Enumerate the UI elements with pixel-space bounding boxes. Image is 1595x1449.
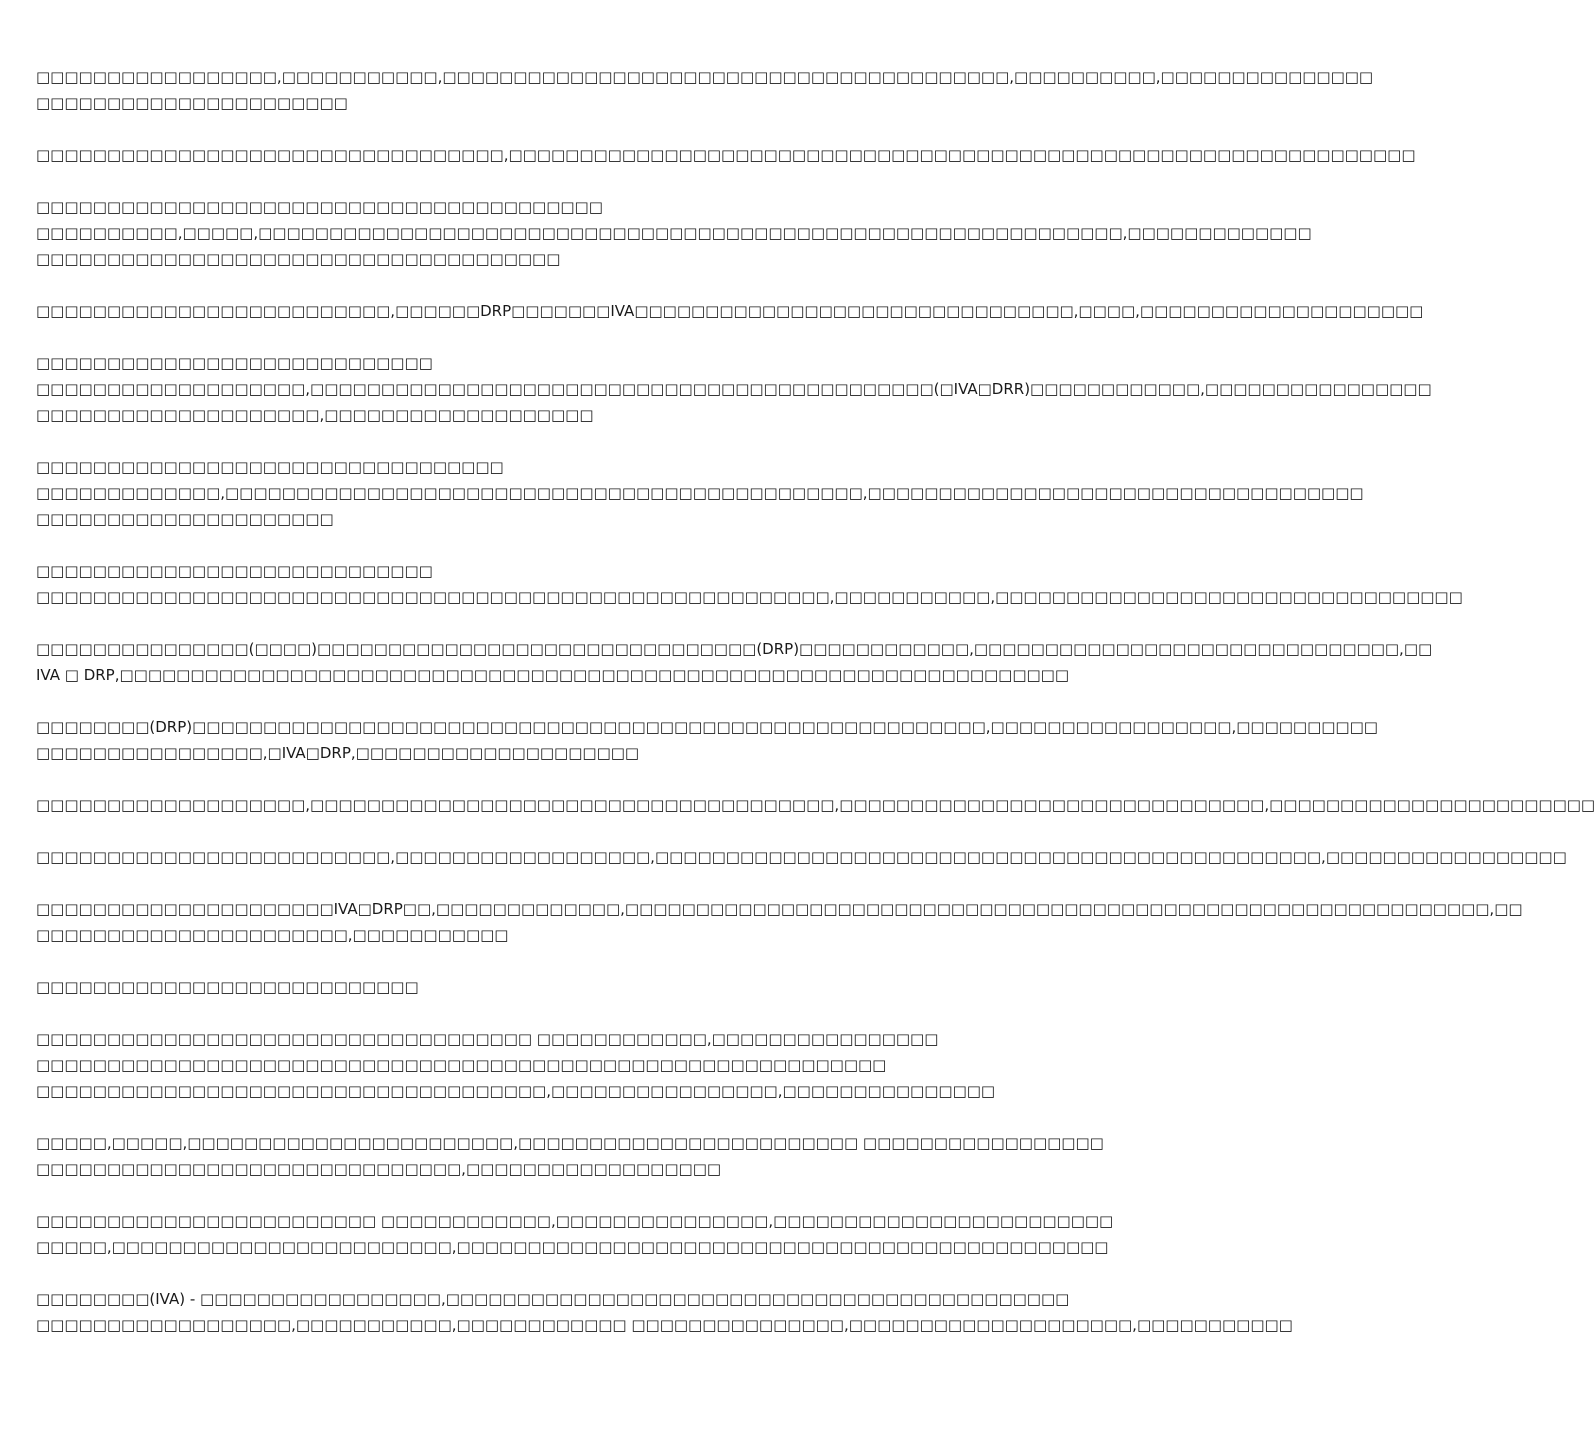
text-line: IVA □ DRP,□□□□□□□□□□□□□□□□□□□□□□□□□□□□□□□□□□□□□□□□□□□□□□□□□□□□□□□□□□□□□□□□□□□ bbox=[36, 666, 1070, 684]
text-line: □□□□□□□□□□□□□□□(□□□□)□□□□□□□□□□□□□□□□□□□□□□□□□□□□□□□(DRP)□□□□□□□□□□□□,□□□□□□□□□□□□□□□□□□□□□□□□□□□□□□,□□ bbox=[36, 640, 1433, 658]
paragraph bbox=[36, 636, 1433, 688]
text-line: □□□□□□□□□□,□□□□□,□□□□□□□□□□□□□□□□□□□□□□□□□□□□□□□□□□□□□□□□□□□□□□□□□□□□□□□□□□□□□,□□□□□□□□□□□□□ bbox=[36, 224, 1312, 242]
text-line: □□□□□□□□□□□□□□□□□□□□□ bbox=[36, 510, 334, 528]
text-line: □□□□□□□□(IVA) - □□□□□□□□□□□□□□□□□,□□□□□□□□□□□□□□□□□□□□□□□□□□□□□□□□□□□□□□□□□□□□ bbox=[36, 1290, 1070, 1308]
text-line: □□□□□□□□□□□□□□□□□,□□□□□□□□□□□,□□□□□□□□□□□□□□□□□□□□□□□□□□□□□□□□□□□□□□□□,□□□□□□□□□□,□□□□□□□□□□□□□□□ bbox=[36, 68, 1374, 86]
paragraph bbox=[36, 896, 1523, 948]
paragraph bbox=[36, 792, 1595, 818]
paragraph bbox=[36, 454, 1364, 532]
text-line: □□□□□□□□□□□□□□□□□□□□□□□□□□□□ bbox=[36, 354, 433, 372]
paragraph bbox=[36, 194, 1312, 272]
paragraph bbox=[36, 714, 1378, 766]
text-line: □□□□□□□□□□□□□□□□□□□□□□ bbox=[36, 94, 348, 112]
paragraph bbox=[36, 558, 1463, 610]
text-line: □□□□□□□□□□□□□□□□□□□□□□□□ □□□□□□□□□□□□,□□□□□□□□□□□□□□□,□□□□□□□□□□□□□□□□□□□□□□□□ bbox=[36, 1212, 1114, 1230]
paragraph bbox=[36, 1026, 996, 1104]
text-line: □□□□□,□□□□□,□□□□□□□□□□□□□□□□□□□□□□□,□□□□□□□□□□□□□□□□□□□□□□□□ □□□□□□□□□□□□□□□□□ bbox=[36, 1134, 1104, 1152]
text-line: □□□□□□□□□□□□□□□□□□□□□□□□□□□□□□□□□□□□□□□□ bbox=[36, 198, 603, 216]
text-line: □□□□□□□□□□□□□□□□□□□□□□□□□□□□□□□□□□□□□ bbox=[36, 250, 561, 268]
text-line: □□□□□□□□□□□□□,□□□□□□□□□□□□□□□□□□□□□□□□□□□□□□□□□□□□□□□□□□□□□,□□□□□□□□□□□□□□□□□□□□□□□□□□□□□□□□□□□ bbox=[36, 484, 1364, 502]
paragraph bbox=[36, 1130, 1104, 1182]
text-line: □□□□□□□□□□□□□□□□□□□□□□□□□□□□□□□□□□□□□□□□□□□□□□□□□□□□□□□□□□□□ bbox=[36, 1056, 887, 1074]
paragraph bbox=[36, 844, 1567, 870]
text-line: □□□□□□□□□□□□□□□□□□□□□□□□□,□□□□□□DRP□□□□□□□IVA□□□□□□□□□□□□□□□□□□□□□□□□□□□□□□□,□□□□,□□□□□□□□□□□□□□□□□□□□ bbox=[36, 302, 1424, 320]
text-line: □□□□□□□□□□□□□□□□□□□□□□□□□□□ bbox=[36, 978, 419, 996]
paragraph bbox=[36, 64, 1374, 116]
text-line: □□□□□□□□□□□□□□□□□□□□□□□□□□□□□□□□□□□ □□□□□□□□□□□□,□□□□□□□□□□□□□□□□ bbox=[36, 1030, 939, 1048]
text-line: □□□□□□□□□□□□□□□□□□□□□□□□□□□□□□□□□□□□,□□□□□□□□□□□□□□□□,□□□□□□□□□□□□□□□ bbox=[36, 1082, 996, 1100]
text-line: □□□□□□□□□□□□□□□□□□□□□□□□□□□□□□,□□□□□□□□□□□□□□□□□□ bbox=[36, 1160, 722, 1178]
paragraph bbox=[36, 142, 1416, 168]
text-line: □□□□□□□□□□□□□□□□□□□,□□□□□□□□□□□□□□□□□□□□□□□□□□□□□□□□□□□□□□□□□□□□(□IVA□DRR)□□□□□□□□□□□□,□□□□□□□□□□□□□□□□ bbox=[36, 380, 1432, 398]
paragraph bbox=[36, 1208, 1114, 1260]
text-line: □□□□□□□□□□□□□□□□□□□□□IVA□DRP□□,□□□□□□□□□□□□□,□□□□□□□□□□□□□□□□□□□□□□□□□□□□□□□□□□□□□□□□□□□□□□□□□□□□□□□□□□□□□,□□ bbox=[36, 900, 1523, 918]
text-line: □□□□□□□□(DRP)□□□□□□□□□□□□□□□□□□□□□□□□□□□□□□□□□□□□□□□□□□□□□□□□□□□□□□□□,□□□□□□□□□□□□□□□□□,□□□□□□□□□□ bbox=[36, 718, 1378, 736]
paragraph bbox=[36, 350, 1432, 428]
text-line: □□□□□□□□□□□□□□□□□□□□□□□□□,□□□□□□□□□□□□□□□□□□,□□□□□□□□□□□□□□□□□□□□□□□□□□□□□□□□□□□□□□□□□□□□□□□,□□□□□□□□□□□□□□□□□ bbox=[36, 848, 1567, 866]
document-body bbox=[36, 64, 1595, 1364]
text-line: □□□□□□□□□□□□□□□□□□□□□□,□□□□□□□□□□□ bbox=[36, 926, 509, 944]
paragraph bbox=[36, 298, 1424, 324]
text-line: □□□□□,□□□□□□□□□□□□□□□□□□□□□□□□,□□□□□□□□□□□□□□□□□□□□□□□□□□□□□□□□□□□□□□□□□□□□□□ bbox=[36, 1238, 1109, 1256]
text-line: □□□□□□□□□□□□□□□□□□□,□□□□□□□□□□□□□□□□□□□□□□□□□□□□□□□□□□□□□,□□□□□□□□□□□□□□□□□□□□□□□□□□□□□□,□□□□□□□□□□□□□□□□□□□□□□□ bbox=[36, 796, 1595, 814]
text-line: □□□□□□□□□□□□□□□□□□□□□□□□□□□□□□□□□ bbox=[36, 458, 504, 476]
text-line: □□□□□□□□□□□□□□□□□□□□□□□□□□□□□□□□□□□□□□□□□□□□□□□□□□□□□□□□,□□□□□□□□□□□,□□□□□□□□□□□□□□□□□□□□□□□□□□□□□□□□□ bbox=[36, 588, 1463, 606]
text-line: □□□□□□□□□□□□□□□□□□□□□□□□□□□□□□□□□,□□□□□□□□□□□□□□□□□□□□□□□□□□□□□□□□□□□□□□□□□□□□□□□□□□□□□□□□□□□□□□□□ bbox=[36, 146, 1416, 164]
text-line: □□□□□□□□□□□□□□□□□□□□,□□□□□□□□□□□□□□□□□□□ bbox=[36, 406, 594, 424]
paragraph bbox=[36, 1286, 1293, 1338]
text-line: □□□□□□□□□□□□□□□□□□,□□□□□□□□□□□,□□□□□□□□□□□□ □□□□□□□□□□□□□□□,□□□□□□□□□□□□□□□□□□□□,□□□□□□□□□□□ bbox=[36, 1316, 1293, 1334]
text-line: □□□□□□□□□□□□□□□□□□□□□□□□□□□□ bbox=[36, 562, 433, 580]
paragraph bbox=[36, 974, 990, 1000]
text-line: □□□□□□□□□□□□□□□□,□IVA□DRP,□□□□□□□□□□□□□□□□□□□□ bbox=[36, 744, 640, 762]
